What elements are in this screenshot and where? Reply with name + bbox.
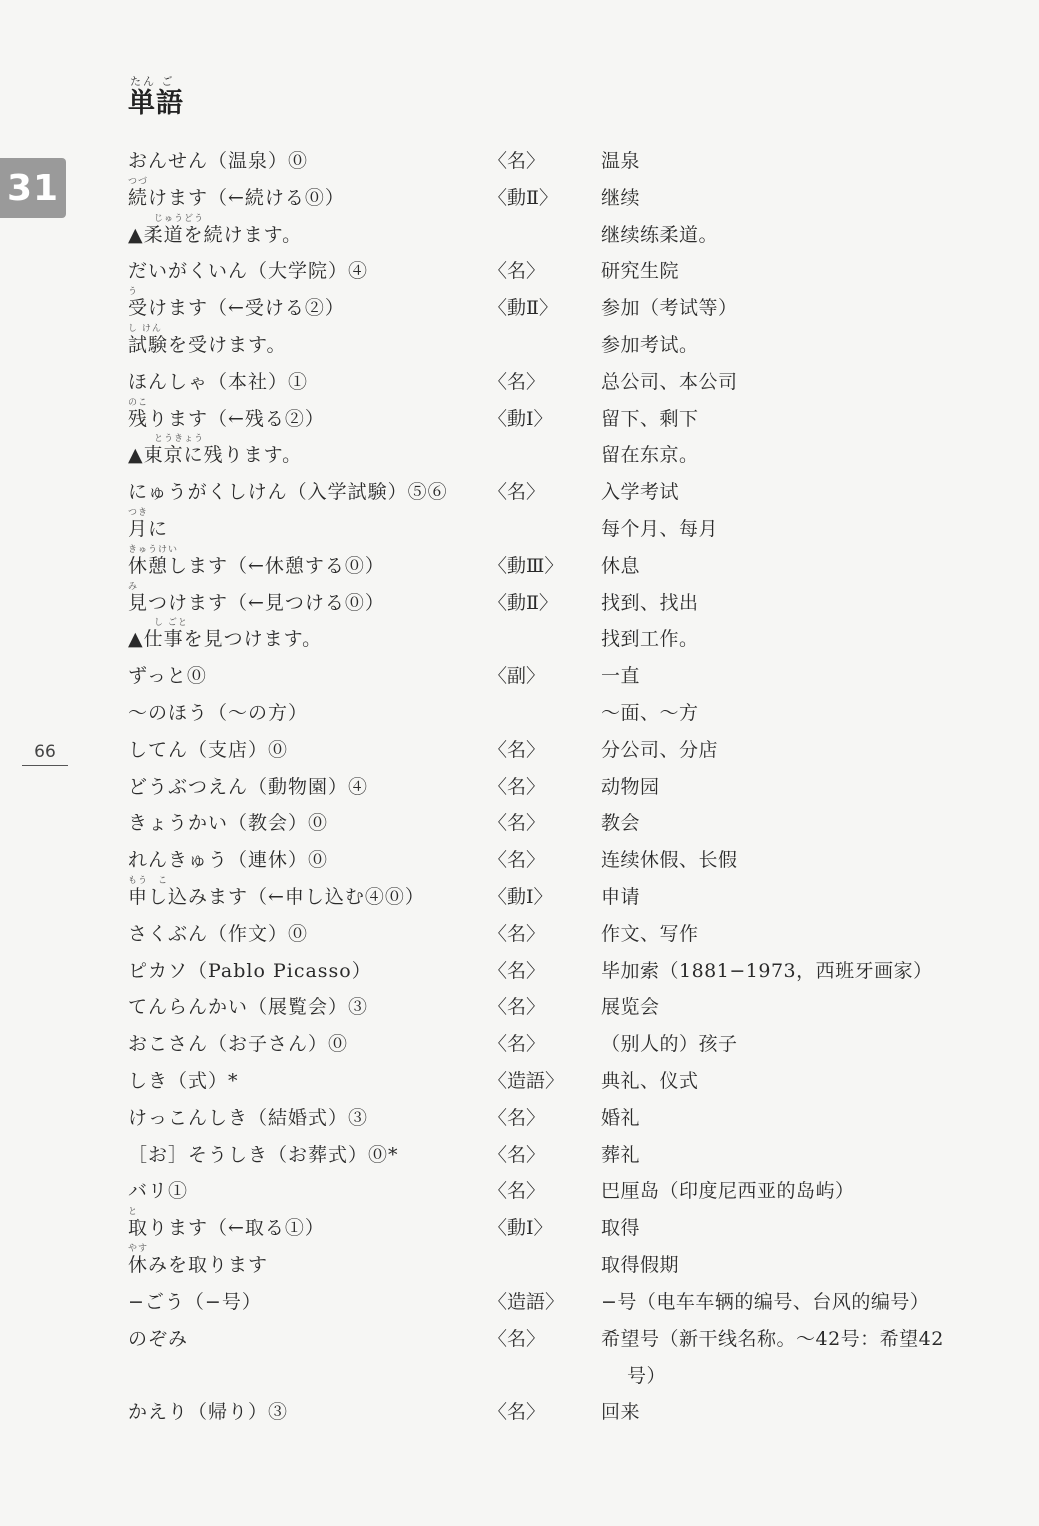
entry-word: れんきゅう（連休）⓪ (128, 849, 329, 872)
entry-word: きょうかい（教会）⓪ (128, 812, 329, 835)
entry-meaning (601, 701, 981, 725)
entry-word: 受けます（←受ける②） (128, 297, 345, 320)
entry-part-of-speech: 〈名〉 (488, 996, 546, 1019)
entry-meaning (601, 296, 981, 320)
entry-part-of-speech: 〈名〉 (488, 260, 546, 283)
entry-meaning (601, 959, 981, 983)
vocab-entry (128, 545, 1008, 582)
entry-ruby: と (128, 1207, 139, 1218)
entry-meaning (601, 1253, 981, 1277)
entry-word: −ごう（−号） (128, 1290, 262, 1313)
entry-meaning-text: 申请 (601, 885, 641, 908)
entry-ruby: つき (128, 507, 149, 518)
entry-part-of-speech: 〈動Ⅱ〉 (488, 186, 558, 209)
entry-meaning-text: −号（电车车辆的编号、台风的编号） (601, 1290, 930, 1313)
entry-meaning-text: 继续 (601, 186, 641, 209)
entry-meaning (601, 664, 981, 688)
entry-meaning-text: 温泉 (601, 150, 641, 172)
entry-meaning (601, 1179, 981, 1203)
entry-meaning-text: 巴厘岛（印度尼西亚的岛屿） (601, 1180, 855, 1203)
entry-part-of-speech: 〈名〉 (488, 812, 546, 835)
page-title: 単語 (128, 88, 184, 119)
entry-part-of-speech: 〈動Ⅰ〉 (488, 407, 553, 430)
entry-part-of-speech: 〈動Ⅰ〉 (488, 1217, 553, 1240)
entry-meaning (601, 885, 981, 909)
entry-meaning-text: 总公司、本公司 (601, 370, 738, 393)
entry-ruby: のこ (128, 397, 149, 408)
entry-meaning-text: 回来 (601, 1401, 641, 1424)
entry-meaning (601, 333, 981, 357)
entry-word: 月に (128, 517, 169, 540)
entry-part-of-speech: 〈名〉 (488, 959, 546, 982)
entry-ruby: う (128, 287, 139, 298)
entry-word: ほんしゃ（本社）① (128, 370, 309, 393)
entry-meaning-text: 找到工作。 (601, 628, 699, 651)
entry-word: おこさん（お子さん）⓪ (128, 1033, 349, 1056)
entry-meaning-text: 一直 (601, 665, 641, 688)
entry-meaning-text: 分公司、分店 (601, 738, 719, 761)
entry-word: 試験を受けます。 (128, 333, 287, 356)
section-heading (128, 76, 184, 120)
entry-word: ▲東京に残ります。 (128, 444, 303, 467)
entry-word: けっこんしき（結婚式）③ (128, 1106, 369, 1129)
vocab-entry (128, 214, 1008, 251)
entry-ruby: もう こ (128, 875, 169, 886)
entry-meaning-text: 参加考试。 (601, 333, 699, 356)
vocab-entry (128, 913, 1008, 950)
entry-meaning-text: 留下、剩下 (601, 407, 699, 430)
entry-part-of-speech: 〈名〉 (488, 1180, 546, 1203)
entry-meaning-text: 希望号（新干线名称。～42号：希望42 (601, 1327, 944, 1350)
entry-meaning (601, 811, 981, 835)
vocab-entry (128, 802, 1008, 839)
entry-meaning (601, 1290, 981, 1314)
entry-meaning (601, 627, 981, 651)
entry-part-of-speech: 〈名〉 (488, 481, 546, 504)
entry-meaning (601, 186, 981, 210)
entry-meaning (601, 1400, 981, 1424)
entry-meaning-text: 入学考试 (601, 481, 680, 504)
vocab-entry (128, 655, 1008, 692)
entry-part-of-speech: 〈名〉 (488, 738, 546, 761)
entry-word: 申し込みます（←申し込む④⓪） (128, 885, 425, 908)
entry-meaning (601, 848, 981, 872)
entry-meaning-text: 休息 (601, 554, 641, 577)
entry-meaning-text: 找到、找出 (601, 591, 699, 614)
entry-ruby: み (128, 581, 139, 592)
vocab-entry (128, 986, 1008, 1023)
vocab-entry (128, 1134, 1008, 1171)
entry-meaning (601, 1216, 981, 1240)
entry-word: 見つけます（←見つける⓪） (128, 591, 385, 614)
entry-word: ▲仕事を見つけます。 (128, 628, 323, 651)
entry-meaning (601, 1069, 981, 1093)
entry-meaning-text: 动物园 (601, 775, 660, 798)
entry-meaning (601, 922, 981, 946)
entry-part-of-speech: 〈動Ⅲ〉 (488, 554, 564, 577)
entry-meaning-text: 连续休假、长假 (601, 849, 738, 872)
entry-part-of-speech: 〈動Ⅱ〉 (488, 591, 558, 614)
entry-word: ～のほう（～の方） (128, 701, 309, 724)
vocab-entry (128, 508, 1008, 545)
entry-meaning-text: （别人的）孩子 (601, 1033, 738, 1056)
chapter-tab: 31 (0, 158, 66, 218)
entry-meaning-text: 研究生院 (601, 260, 680, 283)
entry-meaning (601, 554, 981, 578)
entry-ruby: つづ (128, 176, 149, 187)
page-number: 66 (22, 742, 68, 766)
entry-meaning (601, 591, 981, 615)
vocab-entry (128, 1318, 1008, 1392)
entry-meaning (601, 223, 981, 247)
vocab-entry (128, 729, 1008, 766)
entry-meaning (601, 775, 981, 799)
entry-meaning-text: 毕加索（1881−1973，西班牙画家） (601, 959, 933, 982)
entry-word: バリ① (128, 1180, 189, 1203)
entry-part-of-speech: 〈名〉 (488, 150, 546, 172)
entry-part-of-speech: 〈名〉 (488, 1143, 546, 1166)
entry-meaning-text: 取得假期 (601, 1253, 680, 1276)
entry-part-of-speech: 〈名〉 (488, 1033, 546, 1056)
entry-word: 残ります（←残る②） (128, 407, 325, 430)
entry-word: 続けます（←続ける⓪） (128, 186, 345, 209)
entry-word: さくぶん（作文）⓪ (128, 922, 309, 945)
entry-part-of-speech: 〈造語〉 (488, 1290, 565, 1313)
vocab-entry (128, 287, 1008, 324)
entry-word: 休みを取ります (128, 1253, 269, 1276)
entry-word: 休憩します（←休憩する⓪） (128, 554, 385, 577)
title-ruby: たん ご (130, 75, 175, 88)
entry-meaning (601, 738, 981, 762)
entry-part-of-speech: 〈名〉 (488, 1327, 546, 1350)
entry-meaning (601, 259, 981, 283)
entry-word: だいがくいん（大学院）④ (128, 260, 369, 283)
entry-word: どうぶつえん（動物園）④ (128, 775, 369, 798)
vocab-entry (128, 324, 1008, 361)
entry-part-of-speech: 〈名〉 (488, 922, 546, 945)
entry-word: てんらんかい（展覧会）③ (128, 996, 369, 1019)
vocab-entry (128, 1023, 1008, 1060)
vocab-entry (128, 950, 1008, 987)
entry-meaning-text: 葬礼 (601, 1143, 641, 1166)
entry-word: ずっと⓪ (128, 665, 207, 688)
vocab-entry (128, 618, 1008, 655)
entry-meaning-text: 展览会 (601, 996, 660, 1019)
entry-word: おんせん（温泉）⓪ (128, 150, 309, 172)
vocab-entry (128, 1281, 1008, 1318)
vocab-entry (128, 839, 1008, 876)
entry-part-of-speech: 〈名〉 (488, 775, 546, 798)
entry-meaning (601, 1143, 981, 1167)
entry-meaning-text: 留在东京。 (601, 444, 699, 467)
entry-word: しき（式）* (128, 1069, 239, 1092)
entry-ruby: じゅうどう (154, 213, 205, 224)
vocab-entry (128, 1170, 1008, 1207)
vocab-entry (128, 692, 1008, 729)
vocab-entry (128, 177, 1008, 214)
entry-meaning-text: 典礼、仪式 (601, 1069, 699, 1092)
entry-meaning-continuation: 号） (627, 1364, 667, 1387)
entry-meaning-text: 参加（考试等） (601, 297, 738, 320)
vocab-entry (128, 1097, 1008, 1134)
entry-part-of-speech: 〈動Ⅱ〉 (488, 297, 558, 320)
entry-part-of-speech: 〈副〉 (488, 665, 546, 688)
entry-meaning (601, 407, 981, 431)
entry-meaning-text: 继续练柔道。 (601, 223, 719, 246)
vocab-entry (128, 434, 1008, 471)
entry-word: 取ります（←取る①） (128, 1217, 325, 1240)
vocabulary-list (128, 140, 1008, 1428)
entry-ruby: し けん (128, 323, 162, 334)
vocab-entry (128, 1060, 1008, 1097)
entry-meaning (601, 517, 981, 541)
vocab-entry (128, 471, 1008, 508)
entry-part-of-speech: 〈名〉 (488, 1401, 546, 1424)
vocab-entry (128, 361, 1008, 398)
entry-meaning-text: 取得 (601, 1217, 641, 1240)
entry-meaning (601, 480, 981, 504)
vocab-entry (128, 398, 1008, 435)
vocab-entry (128, 1391, 1008, 1428)
vocab-entry (128, 140, 1008, 177)
entry-meaning-text: 教会 (601, 812, 641, 835)
entry-word: ピカソ（Pablo Picasso） (128, 959, 372, 982)
entry-ruby: とうきょう (154, 434, 205, 445)
vocab-entry (128, 876, 1008, 913)
entry-word: のぞみ (128, 1327, 189, 1350)
entry-part-of-speech: 〈造語〉 (488, 1069, 565, 1092)
entry-part-of-speech: 〈動Ⅰ〉 (488, 885, 553, 908)
entry-meaning-text: 每个月、每月 (601, 517, 719, 540)
vocab-entry (128, 766, 1008, 803)
entry-ruby: し ごと (154, 618, 188, 629)
entry-meaning (601, 1327, 981, 1388)
entry-meaning (601, 149, 981, 173)
entry-meaning (601, 1106, 981, 1130)
entry-meaning-text: 婚礼 (601, 1106, 641, 1129)
vocab-entry (128, 582, 1008, 619)
entry-part-of-speech: 〈名〉 (488, 849, 546, 872)
entry-word: ▲柔道を続けます。 (128, 223, 303, 246)
entry-meaning (601, 443, 981, 467)
entry-word: してん（支店）⓪ (128, 738, 289, 761)
entry-word: にゅうがくしけん（入学試験）⑤⑥ (128, 481, 448, 504)
entry-meaning (601, 370, 981, 394)
entry-meaning (601, 1032, 981, 1056)
entry-ruby: きゅうけい (128, 544, 179, 555)
vocab-entry (128, 250, 1008, 287)
entry-part-of-speech: 〈名〉 (488, 370, 546, 393)
entry-meaning-text: ～面、～方 (601, 701, 699, 724)
entry-meaning (601, 995, 981, 1019)
entry-ruby: やす (128, 1243, 149, 1254)
vocab-entry (128, 1244, 1008, 1281)
vocab-entry (128, 1207, 1008, 1244)
entry-word: かえり（帰り）③ (128, 1401, 289, 1424)
entry-meaning-text: 作文、写作 (601, 922, 699, 945)
entry-part-of-speech: 〈名〉 (488, 1106, 546, 1129)
entry-word: ［お］そうしき（お葬式）⓪* (128, 1143, 399, 1166)
